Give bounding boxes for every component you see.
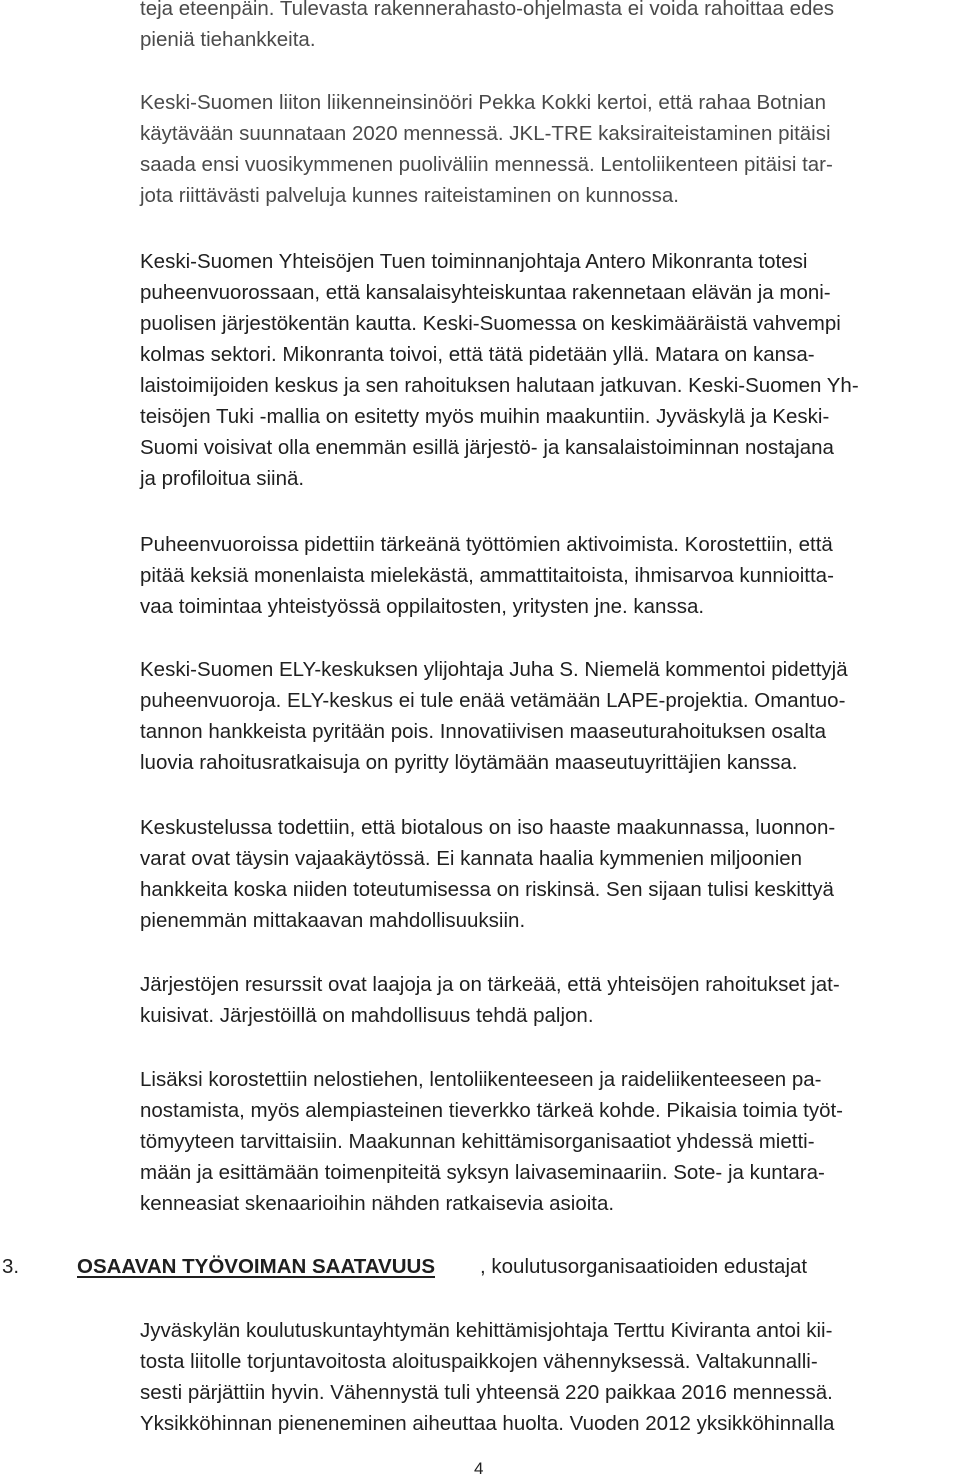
paragraph-education xyxy=(140,1315,940,1439)
text-line: pieniä tiehankkeita. xyxy=(140,28,316,51)
paragraph-organisations xyxy=(140,969,940,1031)
section-heading xyxy=(0,1251,960,1282)
text-line: ja profiloitua siinä. xyxy=(140,467,305,490)
section-title: OSAAVAN TYÖVOIMAN SAATAVUUS xyxy=(77,1255,435,1278)
text-line: sesti pärjättiin hyvin. Vähennystä tuli yhteensä 220 paikkaa 2016 mennessä. xyxy=(140,1381,833,1404)
paragraph-ely-centre xyxy=(140,654,940,778)
text-line: Lisäksi korostettiin nelostiehen, lentoliikenteeseen ja raideliikenteeseen pa- xyxy=(140,1068,822,1091)
text-line: puheenvuorossaan, että kansalaisyhteiskuntaa rakennetaan elävän ja moni- xyxy=(140,281,831,304)
text-line: mään ja esittämään toimenpiteitä syksyn laivaseminaariin. Sote- ja kuntara- xyxy=(140,1161,825,1184)
paragraph-bioeconomy xyxy=(140,812,940,936)
text-line: Suomi voisivat olla enemmän esillä järjestö- ja kansalaistoiminnan nostajana xyxy=(140,436,834,459)
text-line: Järjestöjen resurssit ovat laajoja ja on tärkeää, että yhteisöjen rahoitukset jat- xyxy=(140,973,840,996)
text-line: luovia rahoitusratkaisuja on pyritty löytämään maaseutuyrittäjien kanssa. xyxy=(140,751,798,774)
text-line: tannon hankkeista pyritään pois. Innovatiivisen maaseuturahoituksen osalta xyxy=(140,720,827,743)
text-line: käytävään suunnataan 2020 mennessä. JKL-TRE kaksiraiteistaminen pitäisi xyxy=(140,122,831,145)
text-line: Keski-Suomen ELY-keskuksen ylijohtaja Juha S. Niemelä kommentoi pidettyjä xyxy=(140,658,848,681)
text-line: laistoimijoiden keskus ja sen rahoituksen halutaan jatkuvan. Keski-Suomen Yh- xyxy=(140,374,859,397)
text-line: Puheenvuoroissa pidettiin tärkeänä työttömien aktivoimista. Korostettiin, että xyxy=(140,533,833,556)
paragraph-unemployed xyxy=(140,529,940,622)
text-line: saada ensi vuosikymmenen puoliväliin mennessä. Lentoliikenteen pitäisi tar- xyxy=(140,153,833,176)
text-line: Yksikköhinnan pieneneminen aiheuttaa huolta. Vuoden 2012 yksikköhinnalla xyxy=(140,1412,835,1435)
text-line: puheenvuoroja. ELY-keskus ei tule enää vetämään LAPE-projektia. Omantuo- xyxy=(140,689,846,712)
text-line: tömyyteen tarvittaisiin. Maakunnan kehittämisorganisaatiot yhdessä mietti- xyxy=(140,1130,815,1153)
paragraph-infrastructure xyxy=(140,1064,940,1219)
text-line: hankkeita koska niiden toteutumisessa on riskinsä. Sen sijaan tulisi keskittyä xyxy=(140,878,834,901)
text-line: Keski-Suomen Yhteisöjen Tuen toiminnanjohtaja Antero Mikonranta totesi xyxy=(140,250,808,273)
text-line: puolisen järjestökentän kautta. Keski-Suomessa on keskimääräistä vahvempi xyxy=(140,312,841,335)
section-number: 3. xyxy=(2,1255,20,1278)
text-line: varat ovat täysin vajaakäytössä. Ei kannata haalia kymmenien miljoonien xyxy=(140,847,803,870)
paragraph-traffic-engineer xyxy=(140,87,940,211)
paragraph-third-sector xyxy=(140,246,940,494)
text-line: tosta liitolle torjuntavoitosta aloituspaikkojen vähennyksessä. Valtakunnalli- xyxy=(140,1350,818,1373)
text-line: pienemmän mittakaavan mahdollisuuksiin. xyxy=(140,909,526,932)
text-line: kolmas sektori. Mikonranta toivoi, että tätä pidetään yllä. Matara on kansa- xyxy=(140,343,815,366)
paragraph-road-projects xyxy=(140,0,940,55)
text-line: kenneasiat skenaarioihin nähden ratkaisevia asioita. xyxy=(140,1192,615,1215)
text-line: Jyväskylän koulutuskuntayhtymän kehittämisjohtaja Terttu Kiviranta antoi kii- xyxy=(140,1319,833,1342)
text-line: Keski-Suomen liiton liikenneinsinööri Pekka Kokki kertoi, että rahaa Botnian xyxy=(140,91,826,114)
text-line: teja eteenpäin. Tulevasta rakennerahasto-ohjelmasta ei voida rahoittaa edes xyxy=(140,0,835,20)
section-subtitle: , koulutusorganisaatioiden edustajat xyxy=(480,1255,808,1278)
text-line: pitää keksiä monenlaista mielekästä, ammattitaitoista, ihmisarvoa kunnioitta- xyxy=(140,564,834,587)
text-line: nostamista, myös alempiasteinen tieverkko tärkeä kohde. Pikaisia toimia työt- xyxy=(140,1099,844,1122)
page-number: 4 xyxy=(474,1459,484,1478)
text-line: teisöjen Tuki -mallia on esitetty myös muihin maakuntiin. Jyväskylä ja Keski- xyxy=(140,405,830,428)
text-line: vaa toimintaa yhteistyössä oppilaitosten, yritysten jne. kanssa. xyxy=(140,595,705,618)
text-line: Keskustelussa todettiin, että biotalous on iso haaste maakunnassa, luonnon- xyxy=(140,816,836,839)
text-line: kuisivat. Järjestöillä on mahdollisuus tehdä paljon. xyxy=(140,1004,594,1027)
text-line: jota riittävästi palveluja kunnes raiteistaminen on kunnossa. xyxy=(140,184,679,207)
